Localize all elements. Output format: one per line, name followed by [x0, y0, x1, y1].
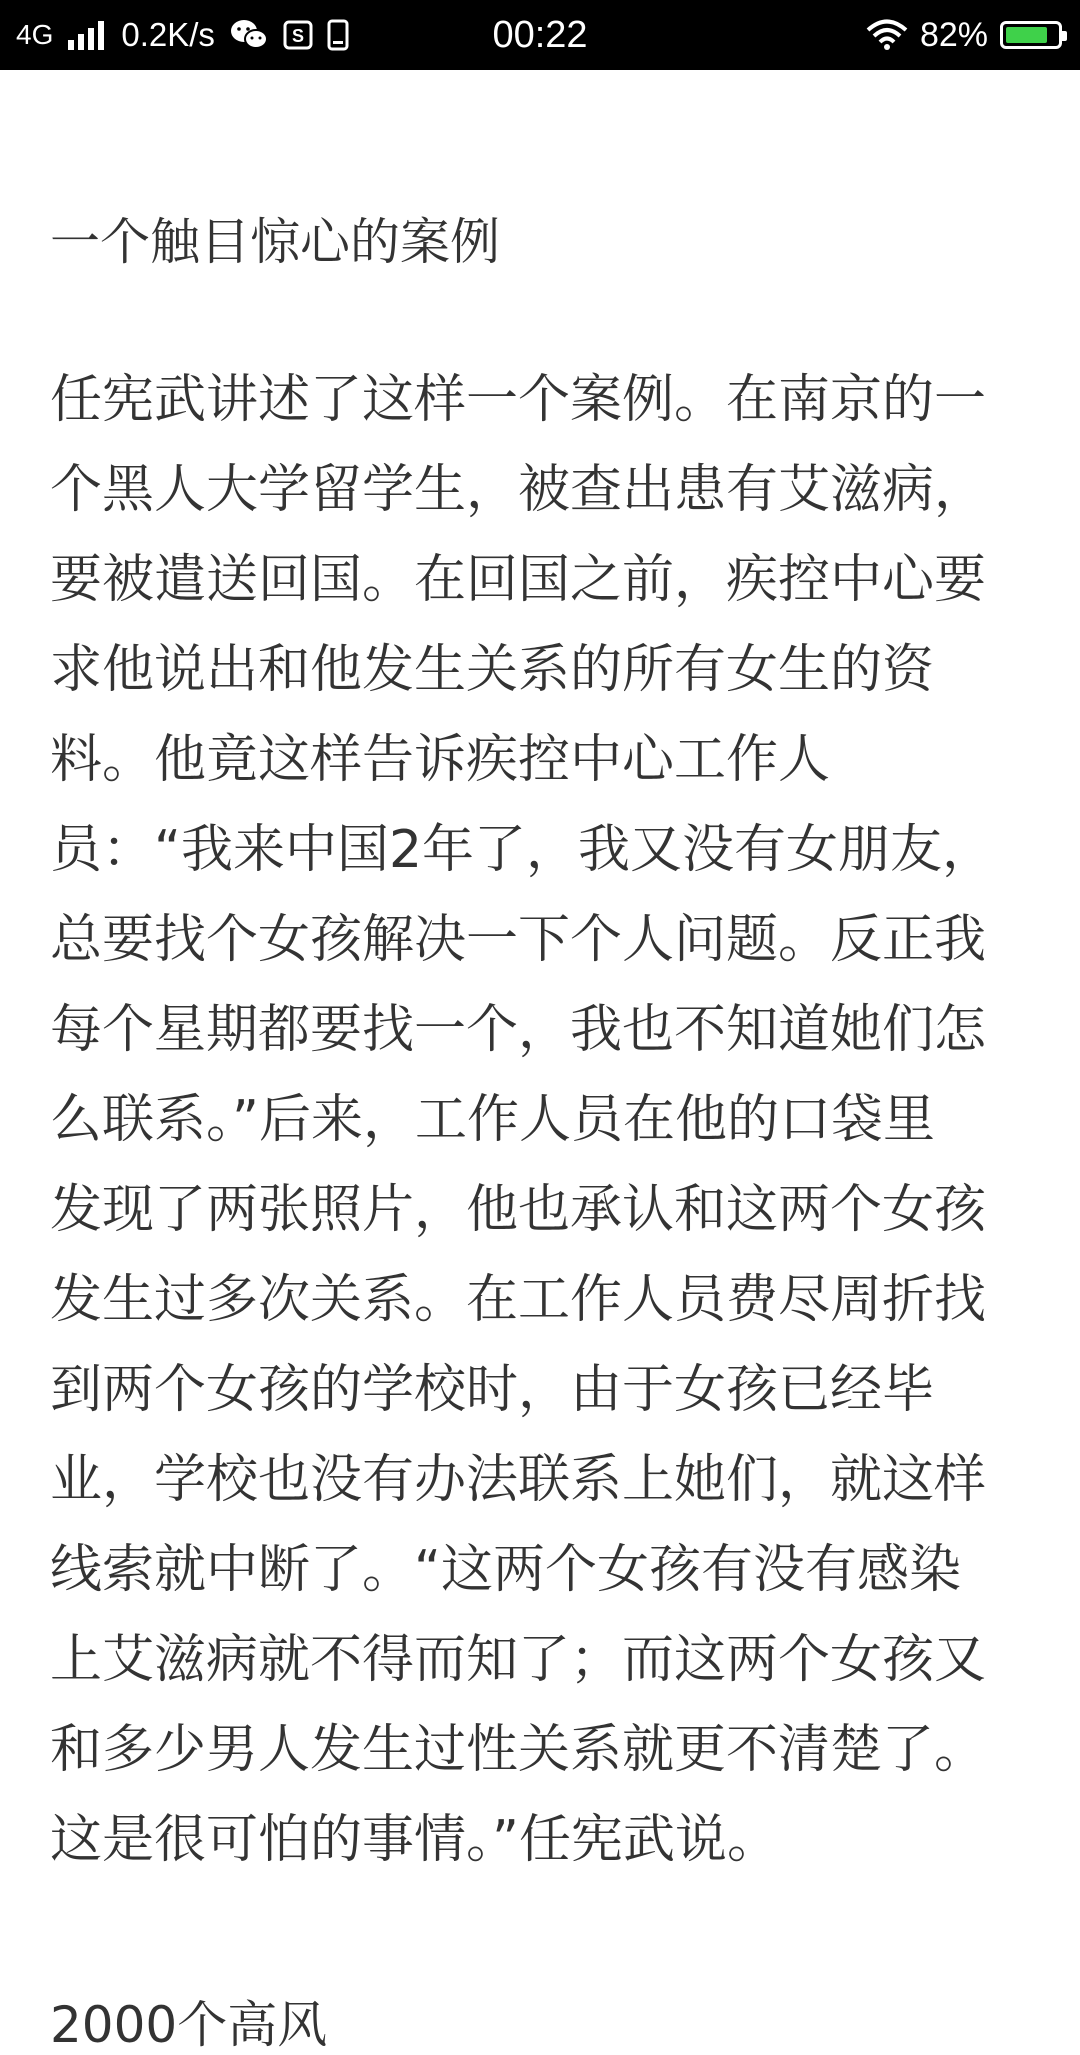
svg-text:S: S: [291, 26, 304, 46]
paragraph-line: 料。他竟这样告诉疾控中心工作人: [50, 730, 831, 790]
paragraph-line: 个黑人大学留学生，被查出患有艾滋病，: [50, 460, 987, 520]
network-type: 4G: [16, 19, 54, 50]
battery-percent: 82%: [919, 15, 988, 54]
paragraph-line: 这是很可怕的事情。”任宪武说。: [50, 1810, 779, 1870]
wifi-icon: [866, 19, 908, 51]
paragraph-line: 么联系。”后来，工作人员在他的口袋里: [50, 1090, 935, 1150]
paragraph-line: 上艾滋病就不得而知了；而这两个女孩又: [50, 1630, 987, 1690]
paragraph-line: 到两个女孩的学校时，由于女孩已经毕: [50, 1360, 935, 1420]
next-section-heading: 2000个高风: [50, 1996, 328, 2054]
paragraph-line: 线索就中断了。“这两个女孩有没有感染: [50, 1540, 961, 1600]
status-right: [866, 0, 1062, 70]
article-content: [0, 70, 1080, 2054]
paragraph-line: 要被遣送回国。在回国之前，疾控中心要: [50, 550, 987, 610]
paragraph-line: 求他说出和他发生关系的所有女生的资: [50, 640, 935, 700]
article-title: 一个触目惊心的案例: [50, 213, 500, 271]
paragraph-line: 发生过多次关系。在工作人员费尽周折找: [50, 1270, 987, 1330]
paragraph-line: 业，学校也没有办法联系上她们，就这样: [50, 1450, 987, 1510]
paragraph-line: 每个星期都要找一个，我也不知道她们怎: [50, 1000, 987, 1060]
battery-icon: [1000, 21, 1062, 49]
article-paragraph: [50, 355, 1020, 1885]
paragraph-line: 员：“我来中国2年了，我又没有女朋友，: [50, 820, 995, 880]
status-bar: [0, 0, 1080, 70]
paragraph-line: 任宪武讲述了这样一个案例。在南京的一: [50, 370, 987, 430]
battery-level: [1006, 27, 1047, 43]
paragraph-line: 和多少男人发生过性关系就更不清楚了。: [50, 1720, 987, 1780]
paragraph-line: 发现了两张照片，他也承认和这两个女孩: [50, 1180, 987, 1240]
status-time: 00:22: [492, 13, 588, 56]
paragraph-line: 总要找个女孩解决一下个人问题。反正我: [50, 910, 987, 970]
network-speed: 0.2K/s: [121, 16, 215, 53]
